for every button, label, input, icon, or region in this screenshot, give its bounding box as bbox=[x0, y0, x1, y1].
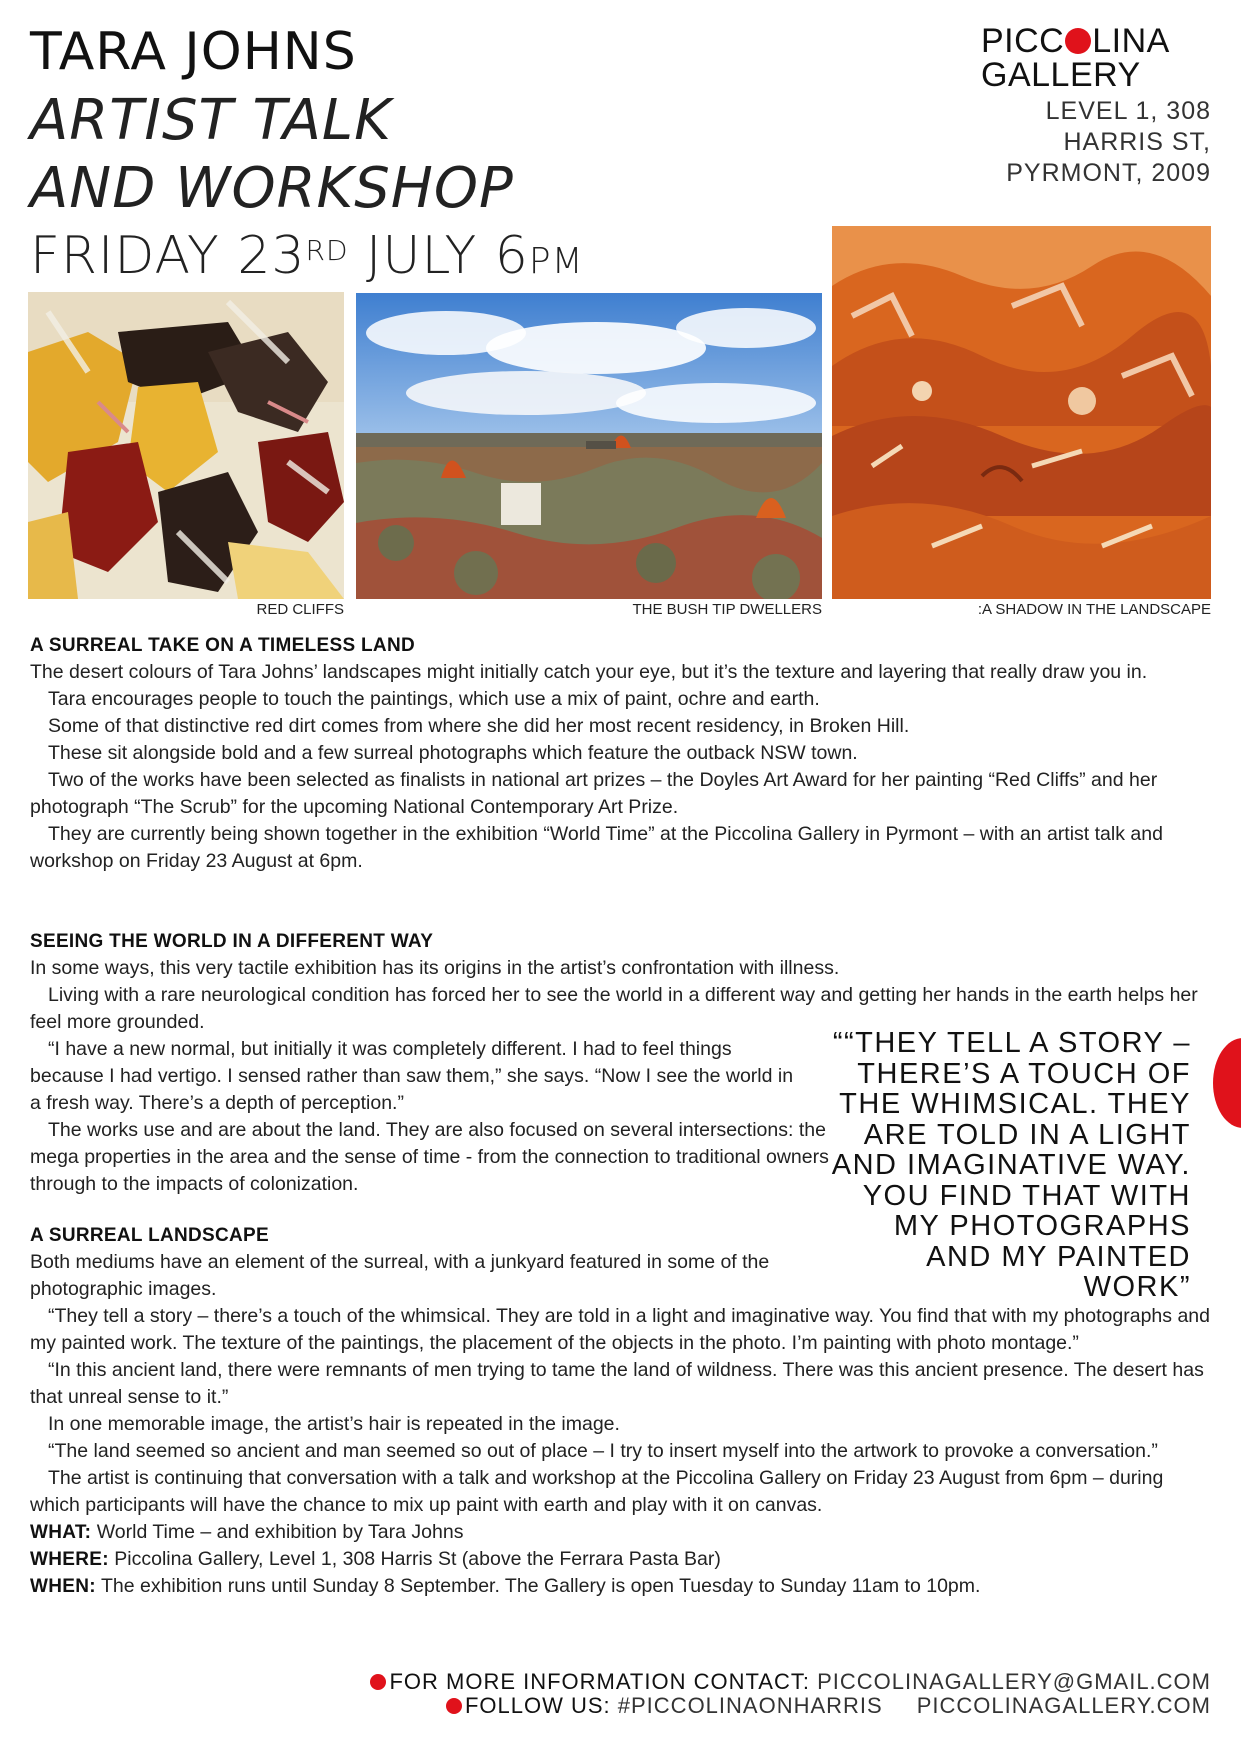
section-heading: A SURREAL LANDSCAPE bbox=[30, 1225, 269, 1246]
photo-bush-tip-dwellers bbox=[356, 293, 822, 599]
paragraph: “They tell a story – there’s a touch of the whimsical. They are told in a light and imaginative way. You find that with my photographs and my painted work. The texture of the paintings, the placement of the objects in the photo. I’m painting with photo montage.” bbox=[30, 1305, 1210, 1354]
website-link[interactable]: PICCOLINAGALLERY.COM bbox=[916, 1693, 1211, 1718]
address-line: HARRIS ST, bbox=[1063, 128, 1211, 156]
subtitle-line-1: ARTIST TALK bbox=[30, 88, 392, 153]
gallery-address bbox=[1006, 96, 1211, 189]
date-prefix: FRIDAY 23 bbox=[30, 226, 306, 286]
caption-shadow-in-the-landscape: :A SHADOW IN THE LANDSCAPE bbox=[977, 601, 1211, 618]
detail-value: Piccolina Gallery, Level 1, 308 Harris St (above the Ferrara Pasta Bar) bbox=[108, 1548, 721, 1570]
paragraph: The desert colours of Tara Johns’ landscapes might initially catch your eye, but it’s the texture and layering that really draw you in. bbox=[30, 661, 1148, 683]
detail-label: WHERE: bbox=[30, 1549, 109, 1570]
paragraph: “The land seemed so ancient and man seemed so out of place – I try to insert myself into the artwork to provoke a conversation.” bbox=[48, 1440, 1158, 1462]
caption-red-cliffs: RED CLIFFS bbox=[256, 601, 344, 618]
detail-label: WHEN: bbox=[30, 1576, 96, 1597]
paragraph: In some ways, this very tactile exhibition has its origins in the artist’s confrontation with illness. bbox=[30, 957, 840, 979]
paragraph: Two of the works have been selected as finalists in national art prizes – the Doyles Art Award for her painting “Red Cliffs” and her photograph “The Scrub” for the upcoming National Contemporary Art Prize. bbox=[30, 769, 1158, 818]
detail-when bbox=[30, 1573, 1210, 1600]
contact-label: FOR MORE INFORMATION CONTACT: bbox=[389, 1669, 818, 1694]
paragraph: In one memorable image, the artist’s hair is repeated in the image. bbox=[48, 1413, 620, 1435]
red-accent-tab bbox=[1213, 1038, 1241, 1128]
bullet-dot-icon bbox=[370, 1674, 386, 1690]
caption-bush-tip-dwellers: THE BUSH TIP DWELLERS bbox=[632, 601, 822, 618]
bullet-dot-icon bbox=[446, 1698, 462, 1714]
paragraph: The artist is continuing that conversation with a talk and workshop at the Piccolina Gallery on Friday 23 August from 6pm – during which participants will have the chance to mix up paint with earth and play with it on canvas. bbox=[30, 1467, 1164, 1516]
paragraph: “In this ancient land, there were remnants of men trying to tame the land of wildness. There was this ancient presence. The desert has that unreal sense to it.” bbox=[30, 1359, 1204, 1408]
follow-label: FOLLOW US: bbox=[464, 1693, 618, 1718]
detail-where bbox=[30, 1546, 1210, 1573]
footer-contact bbox=[370, 1669, 1211, 1695]
paragraph: Living with a rare neurological condition has forced her to see the world in a different way and getting her hands in the earth helps her feel more grounded. bbox=[30, 984, 1198, 1033]
section-heading: A SURREAL TAKE ON A TIMELESS LAND bbox=[30, 635, 415, 656]
detail-what bbox=[30, 1519, 1210, 1546]
section-surreal-take bbox=[30, 632, 1210, 875]
paragraph: These sit alongside bold and a few surreal photographs which feature the outback NSW town. bbox=[48, 742, 858, 764]
paragraph: Both mediums have an element of the surreal, with a junkyard featured in some of the photographic images. bbox=[30, 1251, 770, 1300]
logo-red-dot bbox=[1065, 28, 1091, 54]
pull-quote: ““THEY TELL A STORY – THERE’S A TOUCH OF THE WHIMSICAL. THEY ARE TOLD IN A LIGHT AND IMAGINATIVE WAY. YOU FIND THAT WITH MY PHOTOGRAPHS AND MY PAINTED WORK” bbox=[831, 1027, 1191, 1303]
event-date bbox=[30, 226, 584, 286]
artist-name: TARA JOHNS bbox=[30, 22, 357, 82]
paragraph: “I have a new normal, but initially it was completely different. I had to feel things because I had vertigo. I sensed rather than saw them,” she says. “Now I see the world in a fresh way. There’s a depth of perception.” bbox=[30, 1038, 794, 1114]
date-pm: PM bbox=[528, 241, 584, 282]
detail-value: World Time – and exhibition by Tara Johns bbox=[91, 1521, 464, 1543]
subtitle-line-2: AND WORKSHOP bbox=[30, 156, 514, 221]
paragraph: The works use and are about the land. They are also focused on several intersections: the mega properties in the area and the sense of time - from the connection to traditional owners through to the impacts of colonization. bbox=[30, 1119, 829, 1195]
painting-shadow-in-the-landscape bbox=[832, 226, 1211, 599]
detail-value: The exhibition runs until Sunday 8 September. The Gallery is open Tuesday to Sunday 11am to 10pm. bbox=[95, 1575, 981, 1597]
detail-label: WHAT: bbox=[30, 1522, 92, 1543]
paragraph: Tara encourages people to touch the paintings, which use a mix of paint, ochre and earth. bbox=[48, 688, 820, 710]
hashtag-link[interactable]: #PICCOLINAONHARRIS bbox=[617, 1693, 883, 1718]
section-heading: SEEING THE WORLD IN A DIFFERENT WAY bbox=[30, 931, 434, 952]
paragraph: They are currently being shown together in the exhibition “World Time” at the Piccolina Gallery in Pyrmont – with an artist talk and workshop on Friday 23 August at 6pm. bbox=[30, 823, 1163, 872]
logo-text-part1: PICC bbox=[981, 22, 1065, 60]
footer-follow bbox=[446, 1693, 1211, 1719]
address-line: LEVEL 1, 308 bbox=[1045, 97, 1211, 125]
paragraph: Some of that distinctive red dirt comes from where she did her most recent residency, in Broken Hill. bbox=[48, 715, 910, 737]
painting-red-cliffs bbox=[28, 292, 344, 599]
date-ordinal: RD bbox=[305, 234, 349, 267]
logo-text-part2: LINA bbox=[1092, 22, 1170, 60]
date-month-time: JULY 6 bbox=[348, 226, 529, 286]
address-line: PYRMONT, 2009 bbox=[1006, 159, 1211, 187]
logo-text-line2: GALLERY bbox=[981, 56, 1141, 94]
gallery-logo bbox=[981, 24, 1191, 92]
contact-email-link[interactable]: PICCOLINAGALLERY@GMAIL.COM bbox=[817, 1669, 1211, 1694]
